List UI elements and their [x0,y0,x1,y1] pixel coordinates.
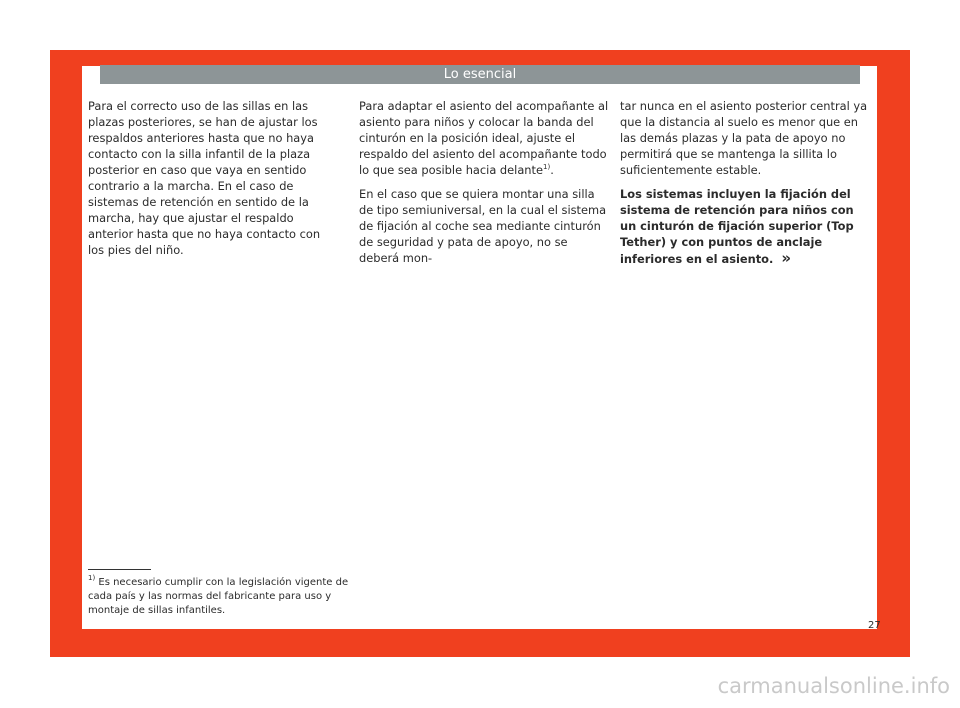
bold-paragraph [620,186,870,267]
paragraph: Para el correcto uso de las sillas en las plazas posteriores, se han de ajustar los respaldos anteriores hasta que no haya contacto con la silla infantil de la plaza posterior en caso que vaya en sentido contrario a la marcha. En el caso de sistemas de retención en sentido de la marcha, hay que ajustar el respaldo anterior hasta que no haya contacto con los pies del niño. [88,99,321,257]
text-column-2 [359,98,609,274]
footnote-marker: 1) [88,574,96,582]
page-number: 27 [868,620,881,631]
footnote-reference[interactable]: 1) [543,163,551,171]
section-header: Lo esencial [100,65,860,84]
paragraph [359,98,609,178]
bold-paragraph-text: Los sistemas incluyen la fijación del sistema de retención para niños con un cinturón de fijación superior (Top Tether) y con puntos de anclaje inferiores en el asiento. [620,187,854,266]
continue-arrow-icon: » [781,249,792,267]
text-column-3 [620,98,870,275]
paragraph-text: Para adaptar el asiento del acompañante al asiento para niños y colocar la banda del cinturón en la posición ideal, ajuste el respaldo del asiento del acompañante todo lo que sea posible hacia delante [359,99,609,177]
text-column-1 [88,98,338,266]
watermark: carmanualsonline.info [717,674,950,698]
paragraph: En el caso que se quiera montar una silla de tipo semiuniversal, en la cual el sistema de fijación al coche sea mediante cinturón de seguridad y pata de apoyo, no se deberá mon- [359,187,607,265]
footnote-text: Es necesario cumplir con la legislación vigente de cada país y las normas del fabricante para uso y montaje de sillas infantiles. [88,577,349,616]
paragraph-end: . [550,163,554,177]
paragraph: tar nunca en el asiento posterior central ya que la distancia al suelo es menor que en las demás plazas y la pata de apoyo no permitirá que se mantenga la sillita lo suficientemente estable. [620,99,868,177]
footnote [88,576,350,618]
footnote-divider [88,569,151,570]
